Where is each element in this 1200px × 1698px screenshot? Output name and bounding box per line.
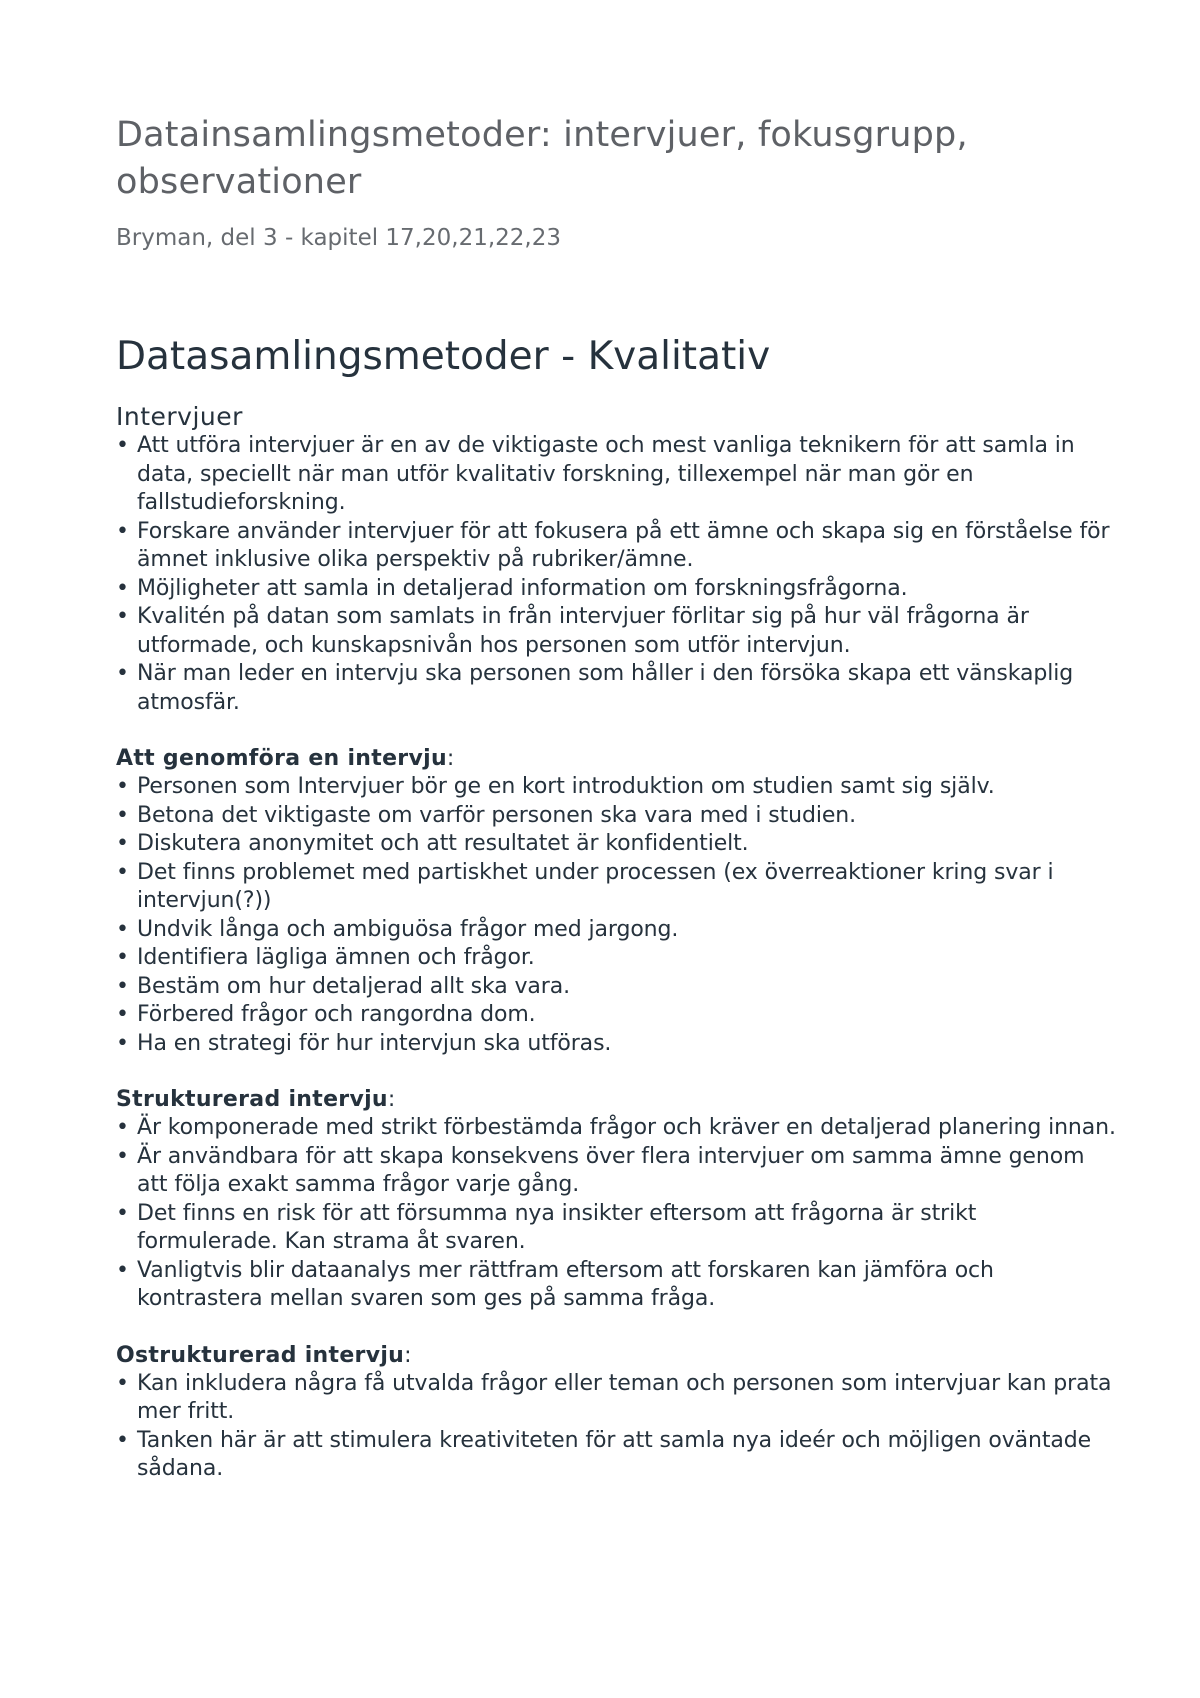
list-item-text: Diskutera anonymitet och att resultatet är konfidentielt. (137, 831, 749, 856)
list-item-text: Betona det viktigaste om varför personen ska vara med i studien. (137, 802, 856, 828)
bullet-icon: • (116, 1370, 129, 1396)
list-item (116, 1114, 1116, 1143)
list-item-text: Identifiera lägliga ämnen och frågor. (137, 945, 535, 970)
list-item (116, 518, 1116, 575)
genomfora-list (116, 773, 1116, 1058)
list-item (116, 830, 1116, 859)
list-item (116, 1370, 1116, 1427)
list-item (116, 944, 1116, 973)
group-label-ostrukturerad (116, 1342, 1116, 1370)
list-item-text: Det finns problemet med partiskhet under processen (ex överreaktioner kring svar i intervjun(?)) (137, 859, 1054, 913)
group-label-text: Ostrukturerad intervju (116, 1342, 405, 1368)
list-item (116, 859, 1116, 916)
bullet-icon: • (116, 973, 129, 999)
list-item-text: Personen som Intervjuer bör ge en kort introduktion om studien samt sig själv. (137, 774, 995, 799)
intro-list (116, 432, 1116, 717)
list-item-text: Forskare använder intervjuer för att fokusera på ett ämne och skapa sig en förståelse för ämnet inklusive olika perspektiv på rubriker/ämne. (137, 518, 1110, 572)
bullet-icon: • (116, 831, 129, 856)
bullet-icon: • (116, 518, 129, 544)
ostrukturerad-list (116, 1370, 1116, 1484)
list-item-text: Vanligtvis blir dataanalys mer rättfram eftersom att forskaren kan jämföra och kontrastera mellan svaren som ges på samma fråga. (137, 1257, 994, 1311)
bullet-icon: • (116, 433, 129, 458)
list-item (116, 1200, 1116, 1257)
group-label-text: Att genomföra en intervju (116, 746, 447, 771)
list-item-text: Förbered frågor och rangordna dom. (137, 1002, 536, 1027)
list-item-text: Att utföra intervjuer är en av de viktigaste och mest vanliga teknikern för att samla in data, speciellt när man utför kvalitativ forskning, tillexempel när man gör en fallstudieforskning. (137, 433, 1075, 515)
list-item (116, 973, 1116, 1002)
bullet-icon: • (116, 802, 129, 828)
bullet-icon: • (116, 1200, 129, 1226)
list-item (116, 603, 1116, 660)
bullet-icon: • (116, 1143, 129, 1169)
bullet-icon: • (116, 575, 129, 601)
list-item-text: Är komponerade med strikt förbestämda frågor och kräver en detaljerad planering innan. (137, 1115, 1116, 1140)
list-item (116, 432, 1116, 518)
list-item-text: När man leder en intervju ska personen som håller i den försöka skapa ett vänskaplig atmosfär. (137, 661, 1074, 715)
bullet-icon: • (116, 1030, 129, 1056)
list-item-text: Undvik långa och ambiguösa frågor med jargong. (137, 916, 679, 942)
list-item-text: Det finns en risk för att försumma nya insikter eftersom att frågorna är strikt formulerade. Kan strama åt svaren. (137, 1200, 977, 1254)
list-item (116, 1030, 1116, 1059)
list-item (116, 575, 1116, 604)
group-label-suffix: : (446, 746, 455, 771)
document-title: Datainsamlingsmetoder: intervjuer, fokusgrupp, observationer (116, 115, 968, 202)
list-item (116, 660, 1116, 717)
bullet-icon: • (116, 1002, 129, 1027)
list-item-text: Kan inkludera några få utvalda frågor eller teman och personen som intervjuar kan prata mer fritt. (137, 1370, 1112, 1424)
bullet-icon: • (116, 1257, 129, 1283)
bullet-icon: • (116, 1427, 129, 1453)
list-item (116, 773, 1116, 802)
group-label-strukturerad (116, 1086, 1116, 1114)
bullet-icon: • (116, 859, 129, 885)
bullet-icon: • (116, 945, 129, 970)
list-item (116, 1001, 1116, 1030)
list-item-text: Kvalitén på datan som samlats in från intervjuer förlitar sig på hur väl frågorna är utformade, och kunskapsnivån hos personen som utför intervjun. (137, 604, 1029, 658)
list-item-text: Ha en strategi för hur intervjun ska utföras. (137, 1030, 612, 1056)
group-label-genomfora (116, 745, 1116, 773)
list-item-text: Tanken här är att stimulera kreativiteten för att samla nya ideér och möjligen oväntade sådana. (137, 1427, 1092, 1481)
list-item-text: Bestäm om hur detaljerad allt ska vara. (137, 973, 571, 999)
section-heading: Datasamlingsmetoder - Kvalitativ (116, 334, 771, 379)
list-item (116, 1427, 1116, 1484)
strukturerad-list (116, 1114, 1116, 1314)
bullet-icon: • (116, 1115, 129, 1140)
document-subtitle: Bryman, del 3 - kapitel 17,20,21,22,23 (116, 225, 561, 251)
bullet-icon: • (116, 604, 129, 629)
list-item (116, 916, 1116, 945)
group-label-suffix: : (387, 1087, 396, 1112)
list-item (116, 802, 1116, 831)
list-item-text: Möjligheter att samla in detaljerad information om forskningsfrågorna. (137, 575, 908, 601)
bullet-icon: • (116, 916, 129, 942)
group-label-text: Strukturerad intervju (116, 1087, 388, 1112)
list-item (116, 1257, 1116, 1314)
section-subheading: Intervjuer (116, 402, 243, 431)
document-page (116, 112, 1116, 1484)
list-item (116, 1143, 1116, 1200)
group-label-suffix: : (404, 1342, 412, 1368)
list-item-text: Är användbara för att skapa konsekvens över flera intervjuer om samma ämne genom att följa exakt samma frågor varje gång. (137, 1143, 1085, 1197)
bullet-icon: • (116, 661, 129, 686)
bullet-icon: • (116, 774, 129, 799)
